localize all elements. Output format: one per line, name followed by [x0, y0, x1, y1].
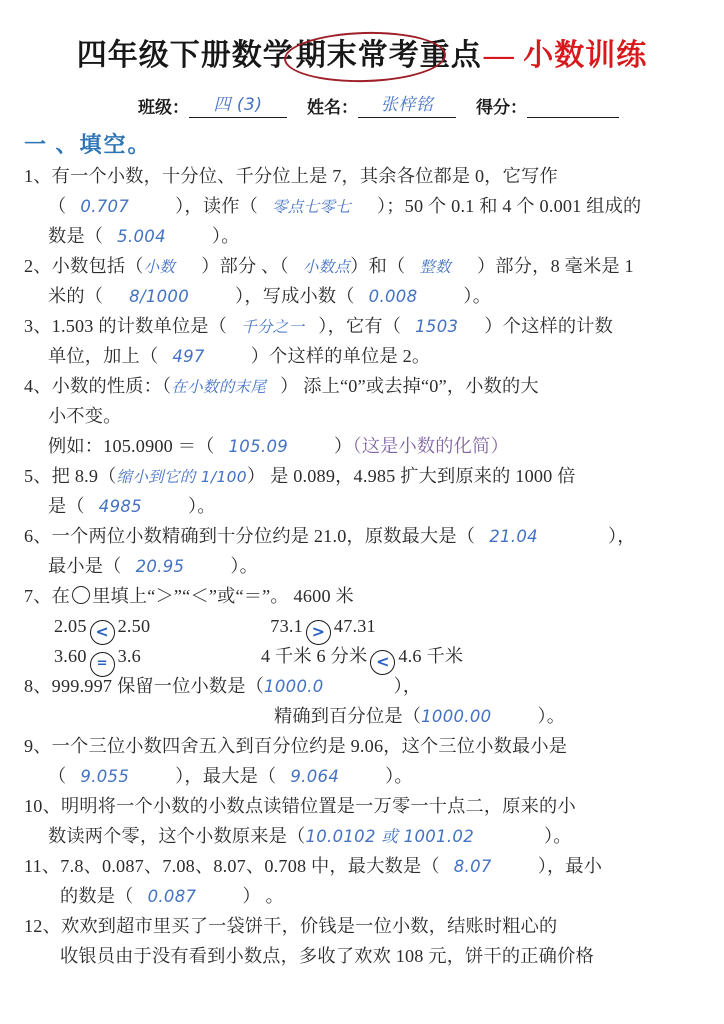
q1-answer-2[interactable]: 零点七零七	[271, 198, 351, 216]
q6-text-d: ）。	[230, 556, 258, 576]
q3-answer-1[interactable]: 千分之一	[241, 318, 305, 336]
question-4-line-3	[24, 431, 710, 461]
q5-text-c: 是（	[48, 496, 85, 516]
q8-text-c: 精确到百分位是（	[274, 706, 422, 726]
question-6-line-2	[24, 551, 710, 581]
q2-text-e: 米的（	[48, 286, 104, 306]
page-title	[0, 0, 724, 78]
question-list	[0, 161, 724, 971]
q8-text-b: ），	[393, 676, 422, 696]
q7-text-b: 里填上“＞”“＜”或“＝”。 4600 米	[92, 586, 354, 606]
question-11-line-1	[24, 851, 710, 881]
question-9-line-1: 9、一个三位小数四舍五入到百分位约是 9.06，这个三位小数最小是	[24, 736, 568, 756]
q4-text-d: ）	[334, 436, 353, 456]
q1-text-b: ），读作（	[175, 196, 258, 216]
q11-text-c: 的数是（	[60, 886, 134, 906]
question-9-line-2	[24, 761, 710, 791]
class-value: 四 (3)	[213, 95, 263, 115]
q8-answer-1[interactable]: 1000.0	[264, 677, 324, 696]
q7-r1-left2: 73.1	[270, 616, 303, 636]
q3-text-d: 单位，加上（	[48, 346, 159, 366]
q5-answer-1[interactable]: 缩小到它的 1/100	[116, 468, 247, 486]
name-value: 张梓铭	[380, 95, 434, 115]
title-circled-text: 期末常考重点	[295, 39, 482, 72]
q9-text-a: （	[48, 766, 67, 786]
q9-text-b: ），最大是（	[175, 766, 277, 786]
q11-text-a: 11、7.8、0.087、7.08、8.07、0.708 中，最大数是（	[24, 856, 440, 876]
q1-text-c: ）；50 个 0.1 和 4 个 0.001 组成的	[377, 196, 642, 216]
title-plain-part: 四年级下册数学	[76, 39, 294, 72]
question-3-line-2	[24, 341, 710, 371]
q6-answer-1[interactable]: 21.04	[489, 527, 538, 546]
q4-note: （这是小数的化简）	[352, 436, 509, 456]
question-2-line-1	[24, 251, 710, 281]
class-label: 班级：	[138, 98, 189, 117]
q5-text-b: ） 是 0.089，4.985 扩大到原来的 1000 倍	[246, 466, 576, 486]
question-7-row-2	[24, 641, 710, 671]
question-1-line-1: 1、有一个小数，十分位、千分位上是 7，其余各位都是 0，它写作	[24, 166, 558, 186]
q7-r1-symbol2[interactable]: >	[306, 620, 331, 645]
q7-r2-left: 3.60	[54, 646, 87, 666]
question-4-line-1	[24, 371, 710, 401]
q7-r2-symbol2[interactable]: <	[370, 650, 395, 675]
q2-answer-1[interactable]: 小数	[143, 258, 176, 276]
q3-text-c: ）个这样的计数	[484, 316, 614, 336]
q2-answer-3[interactable]: 整数	[419, 258, 452, 276]
question-12-line-1: 12、欢欢到超市里买了一袋饼干，价钱是一位小数，结账时粗心的	[24, 916, 558, 936]
question-4-line-2: 小不变。	[48, 406, 122, 426]
q8-text-d: ）。	[537, 706, 566, 726]
question-1-line-3	[24, 221, 710, 251]
q3-text-e: ）个这样的单位是 2。	[250, 346, 431, 366]
q8-answer-2[interactable]: 1000.00	[421, 707, 492, 726]
q4-answer-1[interactable]: 在小数的末尾	[171, 378, 267, 396]
question-12-line-2: 收银员由于没有看到小数点，多收了欢欢 108 元，饼干的正确价格	[60, 946, 594, 966]
q5-text-d: ）。	[187, 496, 216, 516]
title-circled-part	[294, 39, 484, 72]
q4-text-a: 4、小数的性质：（	[24, 376, 172, 396]
q4-text-c: 例如：105.0900 ＝（	[48, 436, 215, 456]
q9-answer-2[interactable]: 9.064	[290, 767, 340, 786]
q10-text-b: ）。	[544, 826, 572, 846]
q10-answer[interactable]: 10.0102 或 1001.02	[305, 827, 474, 846]
q3-text-a: 3、1.503 的计数单位是（	[24, 316, 228, 336]
question-7-row-1	[24, 611, 710, 641]
q11-answer-2[interactable]: 0.087	[147, 887, 197, 906]
q11-answer-1[interactable]: 8.07	[453, 857, 492, 876]
q10-text-a: 数读两个零，这个小数原来是（	[48, 826, 306, 846]
q7-r1-right2: 47.31	[333, 616, 376, 636]
q2-answer-5[interactable]: 0.008	[368, 287, 418, 306]
question-3-line-1	[24, 311, 710, 341]
q1-answer-3[interactable]: 5.004	[117, 227, 166, 246]
q3-text-b: ），它有（	[318, 316, 402, 336]
q1-text-d: 数是（	[48, 226, 104, 246]
q7-r2-left2: 4 千米 6 分米	[260, 646, 368, 666]
q7-r2-right2: 4.6 千米	[398, 646, 464, 666]
q11-text-b: ），最小	[537, 856, 603, 876]
q6-text-c: 最小是（	[48, 556, 122, 576]
q7-r2-right: 3.6	[117, 646, 141, 666]
q7-text-a: 7、在	[24, 586, 71, 606]
q5-text-a: 5、把 8.9（	[24, 466, 117, 486]
score-label: 得分：	[476, 98, 527, 117]
q6-answer-2[interactable]: 20.95	[135, 557, 185, 576]
q9-text-c: ）。	[385, 766, 413, 786]
question-1-line-2	[24, 191, 710, 221]
q2-text-c: ）和（	[350, 256, 406, 276]
question-5-line-1	[24, 461, 710, 491]
question-5-line-2	[24, 491, 710, 521]
q7-r2-symbol[interactable]: =	[90, 652, 115, 677]
title-red-part: — 小数训练	[483, 39, 648, 72]
q7-r1-left: 2.05	[54, 616, 87, 636]
q2-text-b: ）部分 、（	[201, 256, 289, 276]
q2-answer-4[interactable]: 8/1000	[129, 287, 190, 306]
q4-answer-2[interactable]: 105.09	[228, 437, 289, 456]
q2-answer-2[interactable]: 小数点	[302, 258, 351, 276]
q1-answer-1[interactable]: 0.707	[80, 197, 130, 216]
q6-text-b: ），	[607, 526, 636, 546]
q1-paren-open: （	[48, 196, 67, 216]
q4-text-b: ） 添上“0”或去掉“0”，小数的大	[280, 376, 539, 396]
student-info-row	[0, 90, 724, 118]
question-10-line-2	[24, 821, 710, 851]
question-11-line-2	[24, 881, 710, 911]
q7-r1-right: 2.50	[117, 616, 151, 636]
question-8-line-1	[24, 671, 710, 701]
circle-icon	[72, 586, 90, 604]
q2-text-a: 2、小数包括（	[24, 256, 144, 276]
q5-answer-2[interactable]: 4985	[98, 497, 142, 516]
question-7-line-1	[24, 581, 710, 611]
question-6-line-1	[24, 521, 710, 551]
q2-text-f: ），写成小数（	[235, 286, 355, 306]
name-field[interactable]	[358, 95, 456, 118]
q9-answer-1[interactable]: 9.055	[80, 767, 130, 786]
q3-answer-3[interactable]: 497	[172, 347, 205, 366]
q6-text-a: 6、一个两位小数精确到十分位约是 21.0，原数最大是（	[24, 526, 476, 546]
question-2-line-2	[24, 281, 710, 311]
section-heading: 一 、填空。	[24, 132, 152, 157]
q11-text-d: ） 。	[242, 886, 284, 906]
question-8-line-2	[24, 701, 710, 731]
score-field[interactable]	[527, 95, 619, 118]
q7-r1-symbol[interactable]: <	[90, 620, 115, 645]
q3-answer-2[interactable]: 1503	[415, 317, 459, 336]
q2-text-d: ）部分，8 毫米是 1	[477, 256, 634, 276]
q2-text-g: ）。	[463, 286, 492, 306]
q1-text-e: ）。	[211, 226, 240, 246]
q8-text-a: 8、999.997 保留一位小数是（	[24, 676, 265, 696]
class-field[interactable]	[189, 95, 287, 118]
question-10-line-1: 10、明明将一个小数的小数点读错位置是一万零一十点二，原来的小	[24, 796, 576, 816]
name-label: 姓名：	[307, 98, 358, 117]
